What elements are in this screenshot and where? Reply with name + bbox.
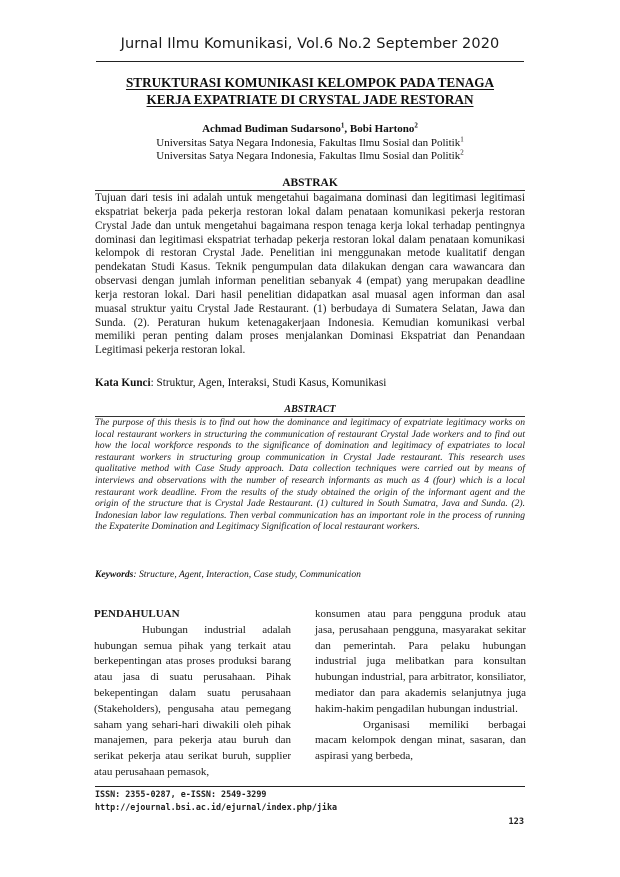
journal-header: Jurnal Ilmu Komunikasi, Vol.6 No.2 September 2020	[120, 36, 500, 52]
affiliation-2-sup: 2	[460, 148, 464, 157]
abstrak-heading: ABSTRAK	[282, 177, 338, 189]
author-2-sup: 2	[414, 121, 418, 130]
author-2: Bobi Hartono	[349, 123, 415, 135]
affiliation-2	[60, 150, 560, 162]
kata-kunci-label: Kata Kunci	[95, 377, 151, 389]
keywords	[95, 569, 525, 580]
footer-rule	[95, 786, 525, 787]
affiliation-1-text: Universitas Satya Negara Indonesia, Fakultas Ilmu Sosial dan Politik	[156, 137, 461, 149]
section-heading: PENDAHULUAN	[94, 608, 180, 620]
author-1-sup: 1	[340, 121, 345, 130]
affiliation-2-text: Universitas Satya Negara Indonesia, Fakultas Ilmu Sosial dan Politik	[156, 150, 461, 162]
keywords-values: : Structure, Agent, Interaction, Case study, Communication	[133, 569, 361, 580]
body-column-right	[315, 607, 526, 765]
author-1: Achmad Budiman Sudarsono	[202, 123, 341, 135]
left-paragraph: Hubungan industrial adalah hubungan semua pihak yang terkait atau berkepentingan atas proses produksi barang atau jasa di suatu perusahaan. Pihak bekepentingan dalam suatu perusahaan (Stakeholders), pengusaha atau pemegang saham yang sehari-hari diwakili oleh pihak manajemen, para pekerja atau buruh dan serikat pekerja atau serikat buruh, supplier atau perusahaan pemasok,	[94, 623, 291, 778]
kata-kunci-values: : Struktur, Agen, Interaksi, Studi Kasus, Komunikasi	[150, 377, 387, 389]
abstract-text: The purpose of this thesis is to find out how the dominance and legitimacy of expatriate legitimacy works on local restaurant workers in structuring the communication of restaurant Crystal Jade workers and to find out how the local workforce responds to the significance of domination and legitimacy of expatriates to local restaurant workers in structuring group communication in Crystal Jade restaurant. This research uses qualitative method with Case Study approach. Data collection techniques were carried out by means of interviews and observations with the number of research informants as much as 4 (four) which is a local restaurant work deadline. From the results of the study obtained the origin of the informant agent and the origin of the structure that is Crystal Jade Restaurant. (1) cultured in South Sumatra, Java and Sunda. (2). Indonesian labor law regulations. Then verbal communication has an important role in the process of running the Expaterite Domination and Legitimacy Signification of local restaurant workers.	[95, 417, 525, 533]
right-paragraph-2: Organisasi memiliki berbagai macam kelompok dengan minat, sasaran, dan aspirasi yang berbeda,	[315, 718, 526, 763]
page-number: 123	[508, 817, 524, 827]
keywords-label: Keywords	[95, 569, 134, 580]
right-paragraph-1: konsumen atau para pengguna produk atau jasa, perusahaan pengguna, masyarakat sekitar dan pemerintah. Para pelaku hubungan industrial juga melibatkan para konsultan hubungan industrial, para arbitrator, konsiliator, mediator dan para akademis selanjutnya juga hakim-hakim pengadilan hubungan industrial.	[315, 608, 526, 715]
abstrak-text: Tujuan dari tesis ini adalah untuk mengetahui bagaimana dominasi dan legitimasi legitimasi ekspatriat bekerja pada pekerja restoran lokal dalam penataan komunikasi pekerja restoran Crystal Jade dan untuk mengetahui bagaimana respon tenaga kerja lokal terhadap pentingnya dominasi dan legitimasi ekspatriat terhadap pekerja restoran lokal dalam penataan komunikasi kelompok di restoran Crystal Jade. Penelitian ini menggunakan metode kualitatif dengan pendekatan Studi Kasus. Teknik pengumpulan data dilakukan dengan cara wawancara dan observasi dengan jumlah informan penelitian sebanyak 4 (empat) yang merupakan deadline kerja restoran lokal. Dari hasil penelitian didapatkan asal muasal agen informan dan asal muasal struktur yaitu Crystal Jade Restaurant. (1) berbudaya di Sumatera Selatan, Jawa dan Sunda. (2). Peraturan hukum ketenagakerjaan Indonesia. Kemudian komunikasi verbal memiliki peran penting dalam proses menjalankan Dominasi Ekspatriat dan Penandaan Legitimasi pekerja restoran lokal.	[95, 192, 525, 357]
author-separator: ,	[344, 123, 350, 135]
header-rule	[96, 61, 524, 62]
abstract-heading: ABSTRACT	[284, 404, 336, 415]
journal-url[interactable]: http://ejournal.bsi.ac.id/ejurnal/index.php/jika	[95, 802, 338, 812]
paper-title	[60, 74, 560, 108]
affiliation-1	[60, 137, 560, 149]
abstrak-rule	[95, 190, 525, 191]
title-line-1: STRUKTURASI KOMUNIKASI KELOMPOK PADA TENAGA	[125, 75, 495, 90]
title-line-2: KERJA EXPATRIATE DI CRYSTAL JADE RESTORAN	[146, 92, 474, 107]
body-column-left	[94, 607, 291, 781]
kata-kunci	[95, 377, 525, 389]
authors	[60, 123, 560, 135]
issn: ISSN: 2355-0287, e-ISSN: 2549-3299	[95, 789, 267, 799]
affiliation-1-sup: 1	[460, 135, 464, 144]
